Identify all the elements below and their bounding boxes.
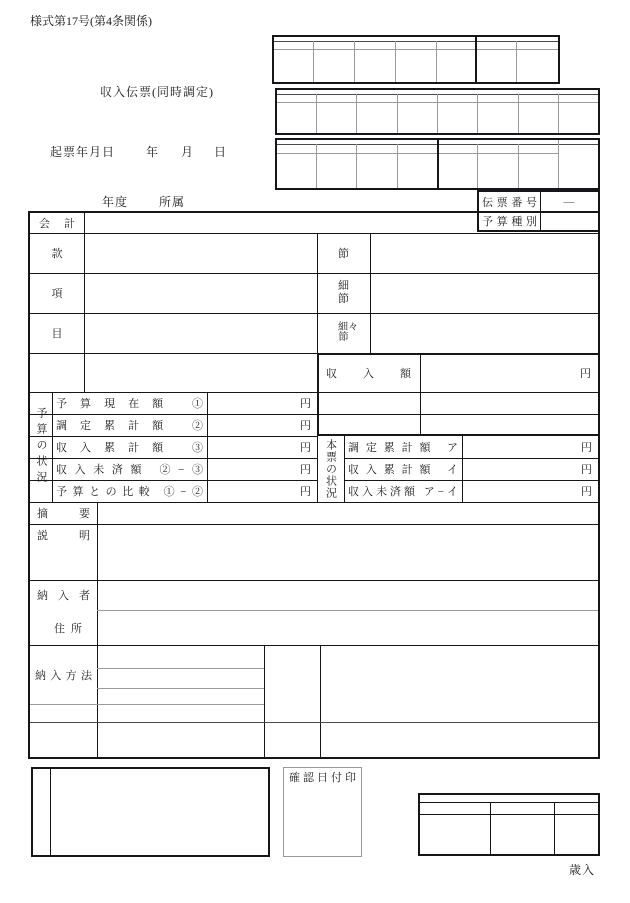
confirmation-stamp-box: [283, 767, 362, 857]
slip-status-row-label: 収入累計額 イ: [348, 464, 458, 476]
slip-status-row-unit: 円: [581, 486, 592, 498]
header-stamp-grid-2: [275, 88, 600, 135]
divider: [420, 814, 598, 815]
divider: [518, 144, 519, 188]
page-title: 収入伝票(同時調定): [100, 85, 214, 99]
header-stamp-grid-1: [272, 35, 560, 84]
divider: [356, 94, 357, 133]
main-table: [28, 211, 600, 759]
divider: [316, 94, 317, 133]
divider: [490, 802, 491, 854]
budget-row-label: 収入未済額 ②−③: [56, 464, 203, 476]
divider: [30, 524, 598, 525]
slip-status-row-unit: 円: [581, 464, 592, 476]
address-cell: 住所: [54, 622, 88, 635]
slip-number-cell: [479, 192, 540, 211]
middle-section-label: 項: [51, 288, 63, 300]
confirmation-stamp-cell: [284, 770, 361, 784]
divider: [320, 645, 321, 757]
major-section-label: 款: [51, 248, 63, 260]
divider: [84, 213, 85, 392]
fiscal-year-label: 年度: [102, 195, 129, 209]
divider: [97, 668, 264, 669]
divider: [313, 41, 314, 82]
sub-sub-clause-label: 細々節: [338, 321, 358, 343]
income-amount-cell: [317, 353, 420, 392]
sub-clause-cell: [317, 273, 370, 313]
divider: [475, 37, 477, 82]
month-label: 月: [181, 145, 195, 159]
divider: [30, 580, 598, 581]
slip-number-label: 伝票番号: [482, 196, 537, 209]
slip-number-value: —: [563, 195, 575, 208]
divider: [277, 153, 558, 154]
divider: [397, 94, 398, 133]
divider: [97, 688, 264, 689]
summary-label: 摘要: [37, 508, 90, 520]
divider: [30, 645, 598, 646]
divider: [30, 233, 598, 234]
explanation-label: 説明: [37, 530, 90, 542]
budget-row-unit: 円: [300, 442, 311, 454]
slip-status-title: 本票の状況: [324, 439, 337, 499]
payment-method-cell: [30, 645, 97, 704]
budget-row-unit: 円: [300, 398, 311, 410]
budget-row-unit: 円: [300, 464, 311, 476]
payment-method-label: 納入方法: [35, 669, 92, 682]
budget-row-label: 調定累計額 ②: [56, 420, 203, 432]
budget-status-title: 予算の状況: [35, 407, 47, 487]
divider: [516, 41, 517, 82]
confirmation-stamp-label: 確認日付印: [289, 772, 356, 784]
slip-status-row-unit: 円: [581, 442, 592, 454]
payer-cell: [30, 580, 97, 610]
footer-right-table: [418, 793, 600, 856]
revenue-label: 歳入: [569, 863, 596, 877]
divider: [356, 144, 357, 188]
budget-row-unit: 円: [300, 486, 311, 498]
divider: [370, 233, 371, 353]
divider: [30, 722, 598, 723]
year-label: 年: [146, 145, 160, 159]
budget-row-label: 予算現在額 ①: [56, 398, 203, 410]
budget-row-label: 予算との比較 ①−②: [56, 486, 203, 498]
divider: [437, 94, 438, 133]
divider: [477, 94, 478, 133]
budget-row-unit: 円: [300, 420, 311, 432]
minor-section-label: 目: [51, 328, 63, 340]
clause-label: 節: [338, 248, 349, 260]
sub-sub-clause-cell: [317, 313, 370, 353]
divider: [30, 353, 317, 354]
account-label: 会計: [39, 218, 75, 230]
account-cell: [30, 213, 84, 233]
slip-status-row-label: 調定累計額 ア: [348, 442, 458, 454]
day-label: 日: [214, 145, 228, 159]
affiliation-label: 所属: [159, 195, 186, 209]
budget-type-label: 予算種別: [482, 215, 537, 228]
divider: [354, 41, 355, 82]
sub-clause-label: 細節: [338, 280, 349, 305]
form-number: 様式第17号(第4条関係): [30, 14, 152, 28]
issue-date-label: 起票年月日: [50, 145, 116, 159]
payer-label: 納入者: [37, 590, 90, 602]
divider: [397, 144, 398, 188]
summary-cell: [30, 502, 97, 524]
divider: [316, 144, 317, 188]
divider: [50, 769, 51, 855]
divider: [97, 502, 98, 757]
header-stamp-grid-3: [275, 138, 600, 190]
divider: [264, 645, 265, 757]
divider: [30, 313, 598, 314]
divider: [97, 610, 598, 611]
divider: [518, 94, 519, 133]
divider: [477, 144, 478, 188]
divider: [30, 502, 598, 503]
divider: [554, 802, 555, 854]
income-amount-label: 収入額: [326, 367, 411, 380]
divider: [395, 41, 396, 82]
explanation-cell: [30, 524, 97, 580]
divider: [30, 704, 264, 705]
divider: [30, 273, 598, 274]
divider: [437, 140, 439, 188]
divider: [558, 94, 559, 133]
divider: [558, 140, 559, 188]
budget-row-label: 収入累計額 ③: [56, 442, 203, 454]
divider: [420, 802, 598, 803]
divider: [436, 41, 437, 82]
slip-status-row-label: 収入未済額 ア−イ: [348, 486, 458, 498]
footer-left-box: [31, 767, 270, 857]
income-amount-unit: 円: [580, 367, 591, 380]
